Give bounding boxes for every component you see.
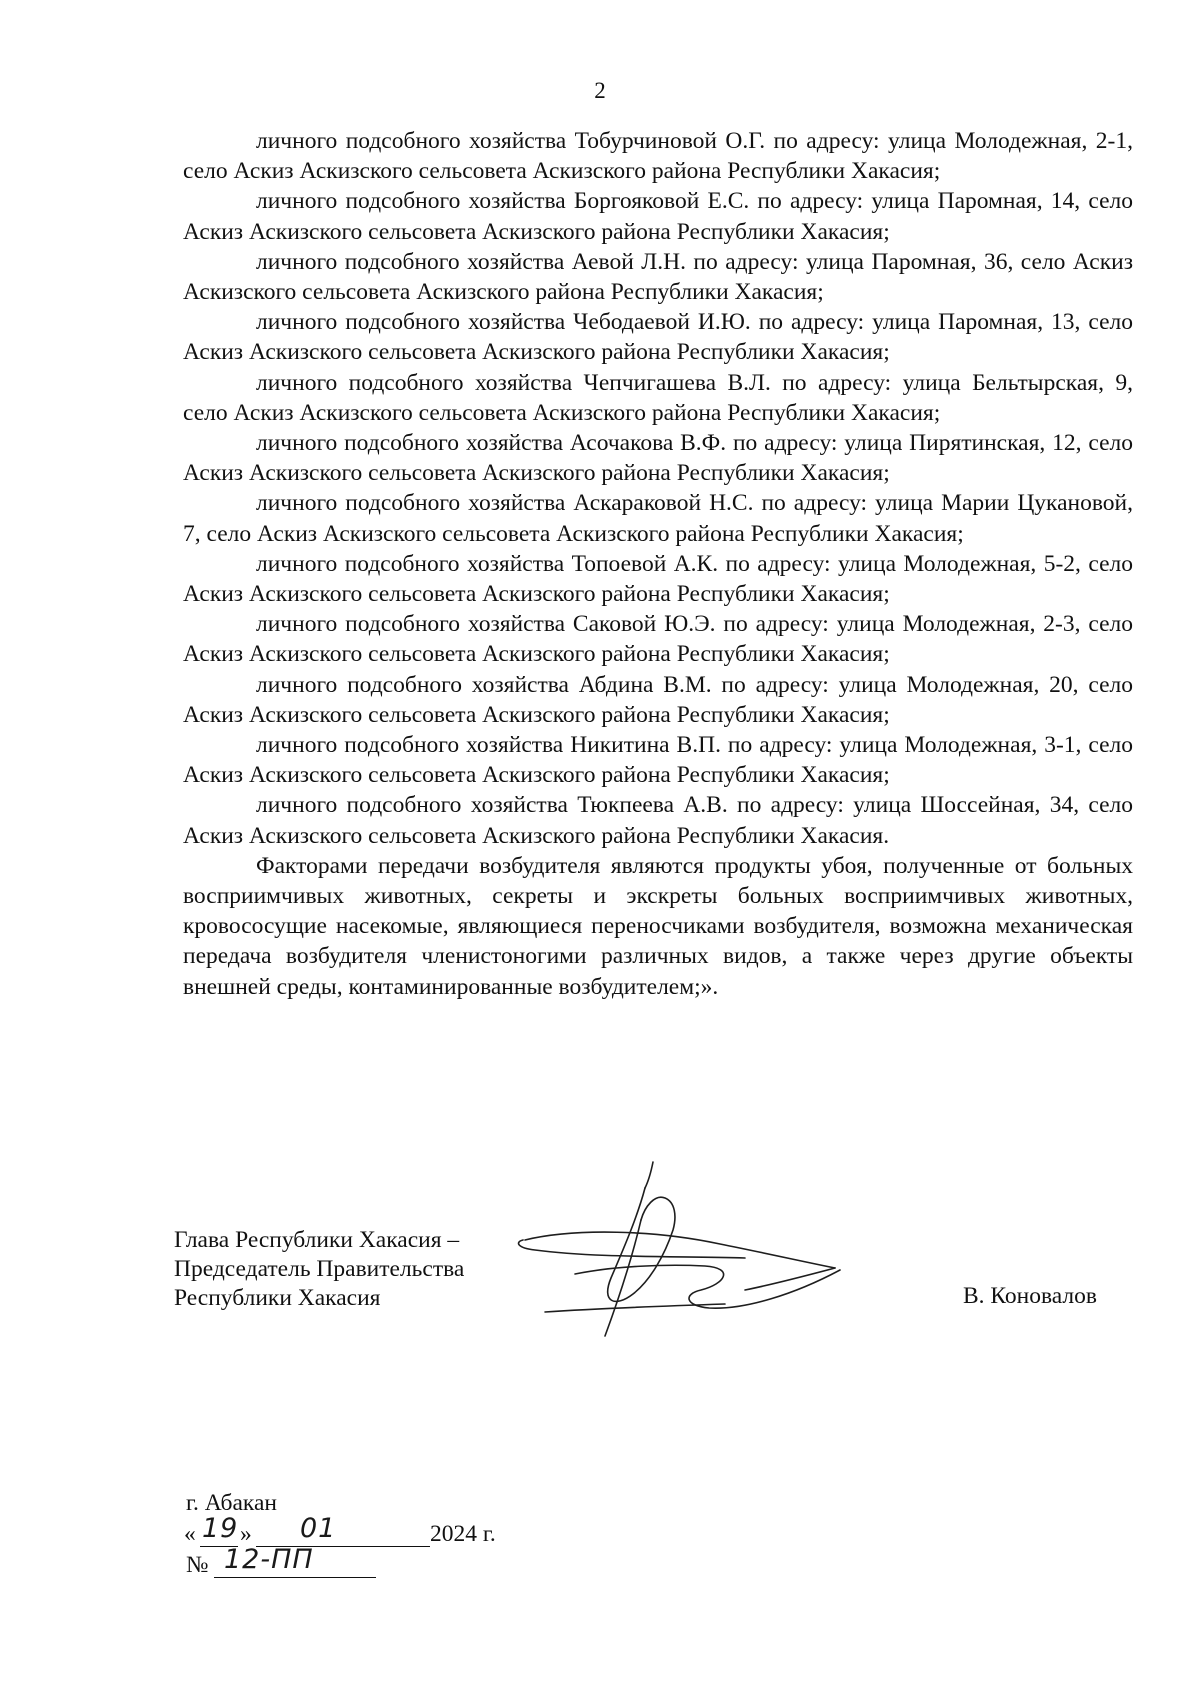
date-close-quote: » bbox=[240, 1521, 252, 1547]
position-line: Республики Хакасия bbox=[174, 1285, 381, 1311]
paragraph: личного подсобного хозяйства Чепчигашева В.Л. по адресу: улица Бельтырская, 9, село Аскиз Аскизского сельсовета Аскизского района Республики Хакасия; bbox=[183, 369, 1133, 426]
paragraph: личного подсобного хозяйства Никитина В.П. по адресу: улица Молодежная, 3-1, село Аскиз Аскизского сельсовета Аскизского района Республики Хакасия; bbox=[183, 732, 1133, 789]
paragraph: личного подсобного хозяйства Абдина В.М. по адресу: улица Молодежная, 20, село Аскиз Аскизского сельсовета Аскизского района Республики Хакасия; bbox=[183, 671, 1133, 728]
position-line: Председатель Правительства bbox=[174, 1256, 465, 1282]
paragraph: личного подсобного хозяйства Саковой Ю.Э. по адресу: улица Молодежная, 2-3, село Аскиз Аскизского сельсовета Аскизского района Республики Хакасия; bbox=[183, 611, 1133, 668]
number-line bbox=[186, 1544, 314, 1581]
signatory-name: В. Коновалов bbox=[963, 1283, 1098, 1309]
paragraph: личного подсобного хозяйства Аскараковой Н.С. по адресу: улица Марии Цукановой, 7, село Аскиз Аскизского сельсовета Аскизского района Республики Хакасия; bbox=[183, 490, 1133, 547]
number-sign: № bbox=[186, 1552, 209, 1578]
paragraph-final: Факторами передачи возбудителя являются продукты убоя, полученные от больных восприимчивых животных, секреты и экскреты больных восприимчивых животных, кровососущие насекомые, являющиеся переносчиками возбудителя, возможна механическая передача возбудителя членистоногими различных видов, а также через другие объекты внешней среды, контаминированные возбудителем;». bbox=[183, 852, 1133, 1000]
paragraph: личного подсобного хозяйства Топоевой А.К. по адресу: улица Молодежная, 5-2, село Аскиз Аскизского сельсовета Аскизского района Республики Хакасия; bbox=[183, 550, 1133, 608]
number-underline bbox=[214, 1577, 376, 1578]
paragraph: личного подсобного хозяйства Асочакова В.Ф. по адресу: улица Пирятинская, 12, село Аскиз Аскизского сельсовета Аскизского района Республики Хакасия; bbox=[183, 430, 1133, 487]
date-open-quote: « bbox=[184, 1521, 196, 1547]
paragraph: личного подсобного хозяйства Боргояковой Е.С. по адресу: улица Паромная, 14, село Аскиз Аскизского сельсовета Аскизского района Республики Хакасия; bbox=[183, 188, 1133, 245]
date-month: 01 bbox=[300, 1513, 337, 1544]
paragraph: личного подсобного хозяйства Чебодаевой И.Ю. по адресу: улица Паромная, 13, село Аскиз Аскизского сельсовета Аскизского района Республики Хакасия; bbox=[183, 309, 1133, 366]
paragraph: личного подсобного хозяйства Аевой Л.Н. по адресу: улица Паромная, 36, село Аскиз Аскизского сельсовета Аскизского района Республики Хакасия; bbox=[183, 248, 1133, 306]
place-date-number bbox=[184, 1488, 496, 1581]
document-body bbox=[183, 126, 1133, 1002]
number-value: 12-ПП bbox=[224, 1544, 314, 1575]
date-year: 2024 г. bbox=[430, 1521, 496, 1547]
paragraph: личного подсобного хозяйства Тюкпеева А.В. по адресу: улица Шоссейная, 34, село Аскиз Аскизского сельсовета Аскизского района Республики Хакасия. bbox=[183, 792, 1133, 849]
handwritten-signature bbox=[505, 1158, 855, 1358]
signatory-position bbox=[174, 1226, 464, 1313]
page-number: 2 bbox=[594, 78, 606, 103]
position-line: Глава Республики Хакасия – bbox=[174, 1227, 460, 1253]
city: г. Абакан bbox=[186, 1490, 277, 1516]
paragraph: личного подсобного хозяйства Тобурчиновой О.Г. по адресу: улица Молодежная, 2-1, село Аскиз Аскизского сельсовета Аскизского района Республики Хакасия; bbox=[183, 128, 1133, 185]
date-day: 19 bbox=[202, 1513, 239, 1544]
